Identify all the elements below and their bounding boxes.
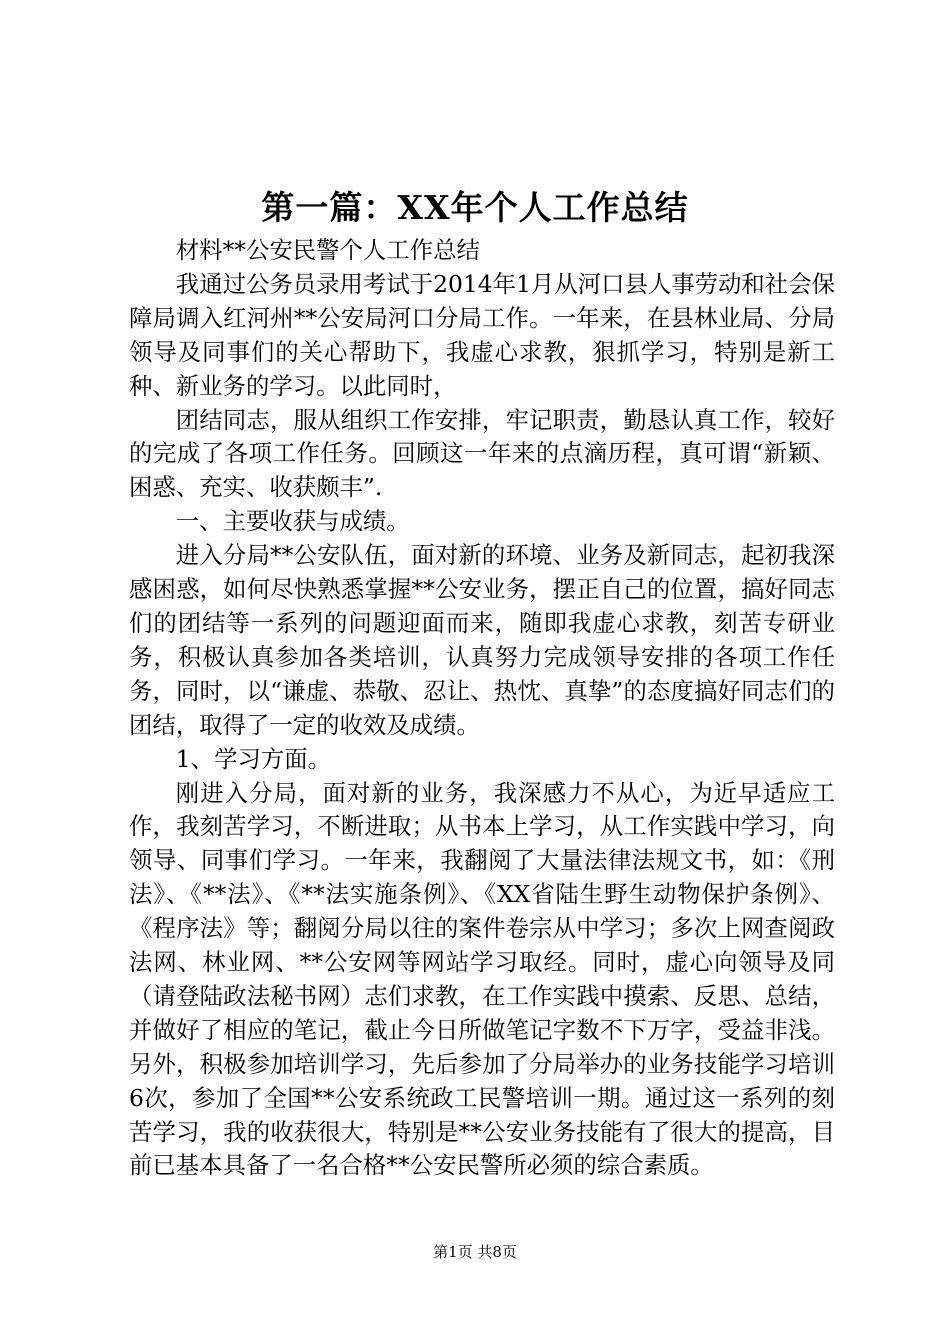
page-footer: 第1页 共8页 bbox=[433, 1243, 517, 1261]
paragraph-material-heading: 材料**公安民警个人工作总结 bbox=[175, 236, 480, 264]
subsection-heading-learning: 1、学习方面。 bbox=[175, 744, 332, 773]
paragraph-joining-team: 进入分局**公安队伍，面对新的环境、业务及新同志，起初我深感困惑，如何尽快熟悉掌握**公安业务，摆正自己的位置，搞好同志们的团结等一系列的问题迎面而来，随即我虚心求教，刻苦专研业务，积极认真参加各类培训，认真努力完成领导安排的各项工作任务，同时，以“谦虚、恭敬、忍让、热忱、真挚”的态度搞好同志们的团结，取得了一定的收效及成绩。 bbox=[129, 541, 835, 739]
document-body bbox=[129, 234, 835, 1183]
paragraph-learning: 刚进入分局，面对新的业务，我深感力不从心，为近早适应工作，我刻苦学习，不断进取；从书本上学习，从工作实践中学习，向领导、同事们学习。一年来，我翻阅了大量法律法规文书，如：《刑法》、《**法》、《**法实施条例》、《XX省陆生野生动物保护条例》、《程序法》等；翻阅分局以往的案件卷宗从中学习；多次上网查阅政法网、林业网、**公安网等网站学习取经。同时，虚心向领导及同（请登陆政法秘书网）志们求教，在工作实践中摸索、反思、总结，并做好了相应的笔记，截止今日所做笔记字数不下万字，受益非浅。另外，积极参加培训学习，先后参加了分局举办的业务技能学习培训6次，参加了全国**公安系统政工民警培训一期。通过这一系列的刻苦学习，我的收获很大，特别是**公安业务技能有了很大的提高，目前已基本具备了一名合格**公安民警所必须的综合素质。 bbox=[129, 778, 835, 1180]
section-heading-main-achievements: 一、主要收获与成绩。 bbox=[175, 507, 410, 536]
document-title: 第一篇：XX年个人工作总结 bbox=[261, 188, 689, 227]
paragraph-unity: 团结同志，服从组织工作安排，牢记职责，勤恳认真工作，较好的完成了各项工作任务。回顾这一年来的点滴历程，真可谓“新颖、困惑、充实、收获颇丰”. bbox=[129, 405, 835, 502]
paragraph-intro: 我通过公务员录用考试于2014年1月从河口县人事劳动和社会保障局调入红河州**公安局河口分局工作。一年来，在县林业局、分局领导及同事们的关心帮助下，我虚心求教，狠抓学习，特别是新工种、新业务的学习。以此同时， bbox=[129, 269, 835, 400]
